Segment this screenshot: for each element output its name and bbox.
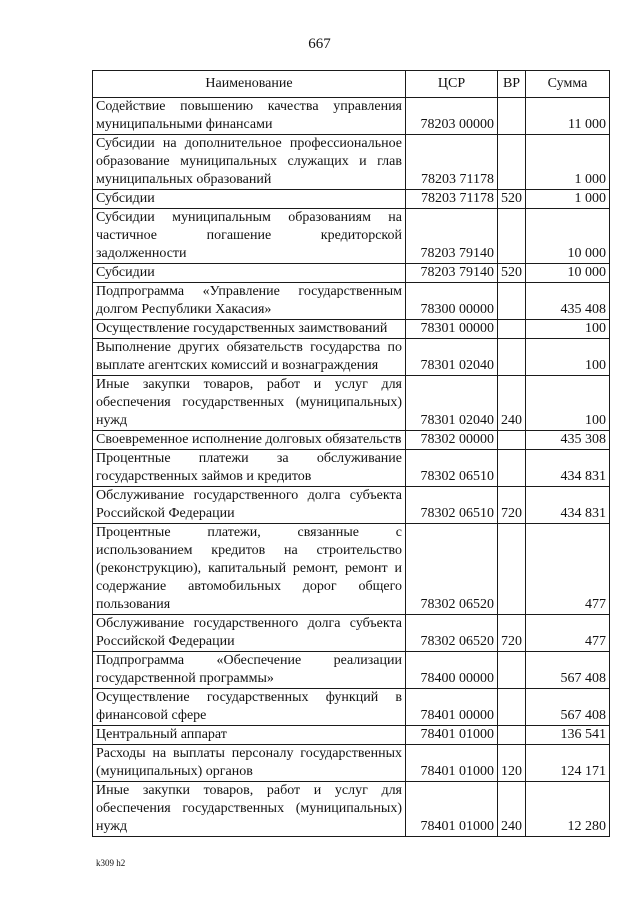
cell-name: Процентные платежи за обслуживание государственных займов и кредитов [93,450,406,487]
cell-vr: 240 [498,376,526,431]
header-sum: Сумма [526,71,610,98]
table-row [93,135,610,190]
cell-csr: 78401 00000 [406,689,498,726]
cell-csr: 78300 00000 [406,283,498,320]
cell-sum: 12 280 [526,782,610,837]
cell-name: Осуществление государственных функций в финансовой сфере [93,689,406,726]
cell-sum: 100 [526,376,610,431]
cell-name: Своевременное исполнение долговых обязательств [93,431,406,450]
cell-vr [498,689,526,726]
cell-csr: 78301 02040 [406,376,498,431]
cell-sum: 1 000 [526,190,610,209]
table-row [93,745,610,782]
cell-name: Обслуживание государственного долга субъекта Российской Федерации [93,487,406,524]
cell-name: Процентные платежи, связанные с использованием кредитов на строительство (реконструкцию), капитальный ремонт, ремонт и содержание автомобильных дорог общего пользования [93,524,406,615]
header-vr: ВР [498,71,526,98]
table-row [93,487,610,524]
cell-vr: 720 [498,615,526,652]
cell-csr: 78302 06520 [406,615,498,652]
header-csr: ЦСР [406,71,498,98]
cell-sum: 567 408 [526,652,610,689]
table-row [93,264,610,283]
document-code: k309 h2 [96,858,126,868]
cell-sum: 100 [526,339,610,376]
cell-name: Иные закупки товаров, работ и услуг для обеспечения государственных (муниципальных) нужд [93,376,406,431]
cell-vr [498,524,526,615]
table-row [93,450,610,487]
cell-name: Субсидии на дополнительное профессиональное образование муниципальных служащих и глав муниципальных образований [93,135,406,190]
table-row [93,339,610,376]
cell-sum: 434 831 [526,450,610,487]
cell-name: Центральный аппарат [93,726,406,745]
cell-sum: 1 000 [526,135,610,190]
page-number: 667 [308,36,331,52]
table-row [93,209,610,264]
cell-csr: 78203 71178 [406,190,498,209]
cell-name: Осуществление государственных заимствований [93,320,406,339]
cell-vr [498,98,526,135]
table-row [93,431,610,450]
cell-name: Расходы на выплаты персоналу государственных (муниципальных) органов [93,745,406,782]
cell-vr [498,339,526,376]
table-body [93,98,610,837]
cell-vr: 720 [498,487,526,524]
cell-name: Субсидии [93,264,406,283]
cell-sum: 124 171 [526,745,610,782]
cell-name: Субсидии муниципальным образованиям на частичное погашение кредиторской задолженности [93,209,406,264]
cell-vr: 120 [498,745,526,782]
cell-sum: 434 831 [526,487,610,524]
cell-csr: 78203 79140 [406,264,498,283]
cell-vr [498,450,526,487]
cell-sum: 10 000 [526,264,610,283]
cell-sum: 435 308 [526,431,610,450]
cell-name: Субсидии [93,190,406,209]
cell-name: Иные закупки товаров, работ и услуг для обеспечения государственных (муниципальных) нужд [93,782,406,837]
cell-name: Подпрограмма «Обеспечение реализации государственной программы» [93,652,406,689]
header-name: Наименование [93,71,406,98]
cell-sum: 435 408 [526,283,610,320]
cell-name: Выполнение других обязательств государства по выплате агентских комиссий и вознаграждения [93,339,406,376]
table-row [93,320,610,339]
cell-csr: 78400 00000 [406,652,498,689]
cell-vr: 240 [498,782,526,837]
cell-vr: 520 [498,264,526,283]
cell-csr: 78302 06520 [406,524,498,615]
cell-vr [498,283,526,320]
table-row [93,782,610,837]
cell-csr: 78301 00000 [406,320,498,339]
cell-csr: 78203 71178 [406,135,498,190]
cell-name: Обслуживание государственного долга субъекта Российской Федерации [93,615,406,652]
cell-sum: 567 408 [526,689,610,726]
cell-csr: 78401 01000 [406,745,498,782]
cell-csr: 78203 00000 [406,98,498,135]
table-row [93,283,610,320]
cell-csr: 78401 01000 [406,726,498,745]
cell-vr [498,652,526,689]
cell-csr: 78401 01000 [406,782,498,837]
table-row [93,615,610,652]
cell-sum: 11 000 [526,98,610,135]
cell-vr [498,209,526,264]
cell-name: Содействие повышению качества управления муниципальными финансами [93,98,406,135]
table-row [93,726,610,745]
cell-name: Подпрограмма «Управление государственным долгом Республики Хакасия» [93,283,406,320]
cell-csr: 78302 06510 [406,487,498,524]
cell-csr: 78203 79140 [406,209,498,264]
table-row [93,524,610,615]
table-row [93,376,610,431]
cell-sum: 100 [526,320,610,339]
cell-sum: 477 [526,615,610,652]
table-header-row [93,71,610,98]
cell-csr: 78302 00000 [406,431,498,450]
budget-table [92,70,610,837]
cell-sum: 10 000 [526,209,610,264]
cell-vr [498,135,526,190]
cell-csr: 78302 06510 [406,450,498,487]
cell-sum: 477 [526,524,610,615]
cell-csr: 78301 02040 [406,339,498,376]
table-row [93,98,610,135]
cell-sum: 136 541 [526,726,610,745]
table-row [93,652,610,689]
cell-vr [498,320,526,339]
cell-vr [498,431,526,450]
cell-vr [498,726,526,745]
cell-vr: 520 [498,190,526,209]
table-row [93,190,610,209]
table-row [93,689,610,726]
